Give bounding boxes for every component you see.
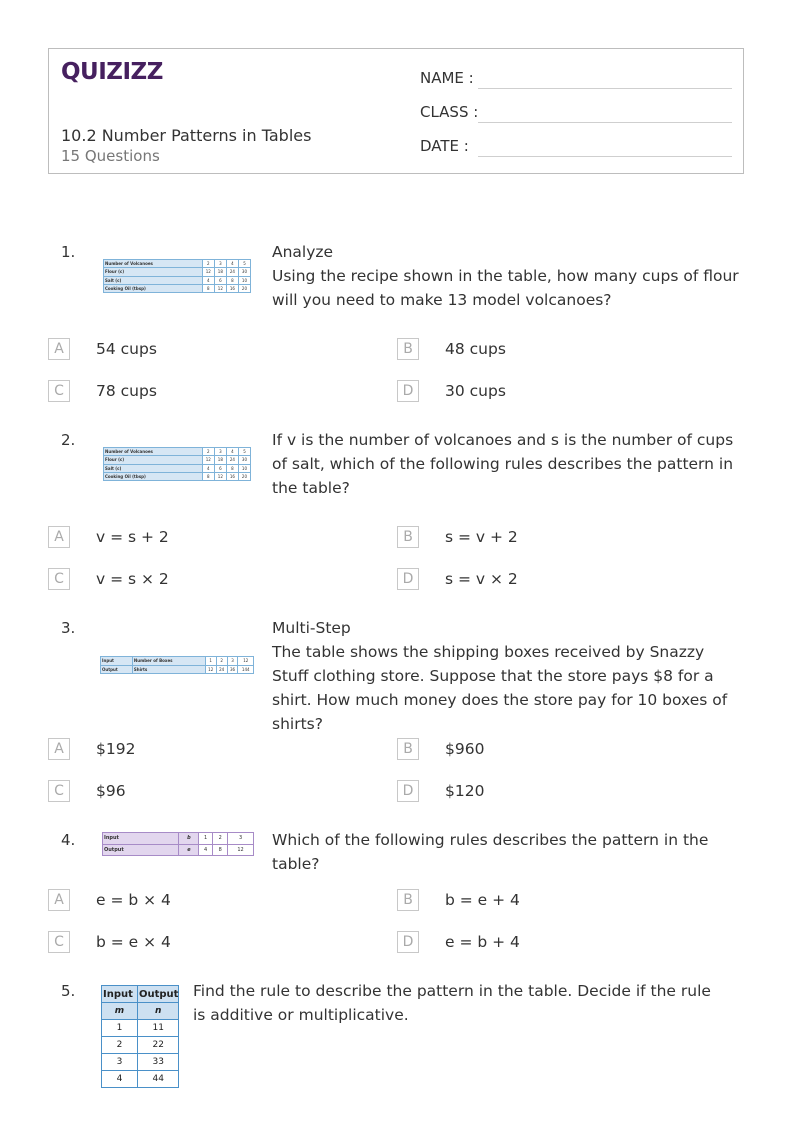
option-text: $120 [445, 782, 485, 800]
option-letter-box[interactable]: B [397, 738, 419, 760]
option-text: e = b × 4 [96, 891, 171, 909]
option-letter-box[interactable]: D [397, 780, 419, 802]
option-letter-box[interactable]: A [48, 338, 70, 360]
date-field[interactable] [420, 137, 469, 155]
option-text: $192 [96, 740, 136, 758]
option-text: 48 cups [445, 340, 506, 358]
option-text: e = b + 4 [445, 933, 520, 951]
question-count: 15 Questions [61, 147, 160, 165]
option-letter-box[interactable]: C [48, 380, 70, 402]
option-text: s = v + 2 [445, 528, 518, 546]
option-text: v = s + 2 [96, 528, 169, 546]
option-letter-box[interactable]: D [397, 568, 419, 590]
quizizz-logo: QUIZIZZ [61, 59, 163, 85]
option-letter-box[interactable]: D [397, 931, 419, 953]
worksheet-header [48, 48, 744, 174]
option-letter-box[interactable]: A [48, 738, 70, 760]
recipe-table-image: Number of Volcanoes 2 3 4 5 Flour (c) 12 18 24 30 Salt (c) 4 6 8 10 Cooking Oil (tbsp) 8 12 16 20 [103, 447, 251, 481]
question-text: Find the rule to describe the pattern in the table. Decide if the rule is additive or multiplicative. [193, 982, 711, 1024]
question-number: 5. [61, 982, 76, 1000]
class-field[interactable] [420, 103, 478, 121]
question-number: 1. [61, 243, 76, 261]
shipping-table-image: Input Number of Boxes 1 2 3 12 Output Shirts 12 24 36 144 [100, 656, 254, 674]
recipe-table-image: Number of Volcanoes 2 3 4 5 Flour (c) 12 18 24 30 Salt (c) 4 6 8 10 Cooking Oil (tbsp) 8 12 16 20 [103, 259, 251, 293]
input-output-table-image: Input Output m n 1 11 2 22 3 33 4 44 [101, 985, 179, 1088]
question-text: Multi-Step The table shows the shipping boxes received by Snazzy Stuff clothing store. Suppose that the store pays $8 for a shirt. How much money does the store pay for 10 boxes of shirts? [272, 619, 728, 733]
option-text: s = v × 2 [445, 570, 518, 588]
worksheet-title: 10.2 Number Patterns in Tables [61, 126, 312, 145]
question-number: 3. [61, 619, 76, 637]
option-letter-box[interactable]: B [397, 338, 419, 360]
option-letter-box[interactable]: C [48, 780, 70, 802]
date-line [478, 156, 732, 157]
question-number: 4. [61, 831, 76, 849]
option-text: v = s × 2 [96, 570, 169, 588]
class-line [478, 122, 732, 123]
question-text: If v is the number of volcanoes and s is the number of cups of salt, which of the following rules describes the pattern in the table? [272, 431, 734, 497]
input-output-table-image: Input b 1 2 3 Output e 4 8 12 [102, 832, 254, 856]
option-text: 30 cups [445, 382, 506, 400]
option-letter-box[interactable]: D [397, 380, 419, 402]
option-text: 54 cups [96, 340, 157, 358]
option-text: $960 [445, 740, 485, 758]
question-number: 2. [61, 431, 76, 449]
option-text: b = e + 4 [445, 891, 520, 909]
question-text: Analyze Using the recipe shown in the table, how many cups of flour will you need to make 13 model volcanoes? [272, 243, 739, 309]
option-letter-box[interactable]: C [48, 931, 70, 953]
name-field[interactable] [420, 69, 474, 87]
option-letter-box[interactable]: B [397, 889, 419, 911]
option-letter-box[interactable]: A [48, 889, 70, 911]
option-letter-box[interactable]: A [48, 526, 70, 548]
option-text: $96 [96, 782, 126, 800]
name-label: NAME : [420, 69, 474, 87]
name-line [478, 88, 732, 89]
option-letter-box[interactable]: C [48, 568, 70, 590]
option-text: b = e × 4 [96, 933, 171, 951]
class-label: CLASS : [420, 103, 479, 121]
option-letter-box[interactable]: B [397, 526, 419, 548]
option-text: 78 cups [96, 382, 157, 400]
question-text: Which of the following rules describes the pattern in the table? [272, 831, 709, 873]
date-label: DATE : [420, 137, 469, 155]
